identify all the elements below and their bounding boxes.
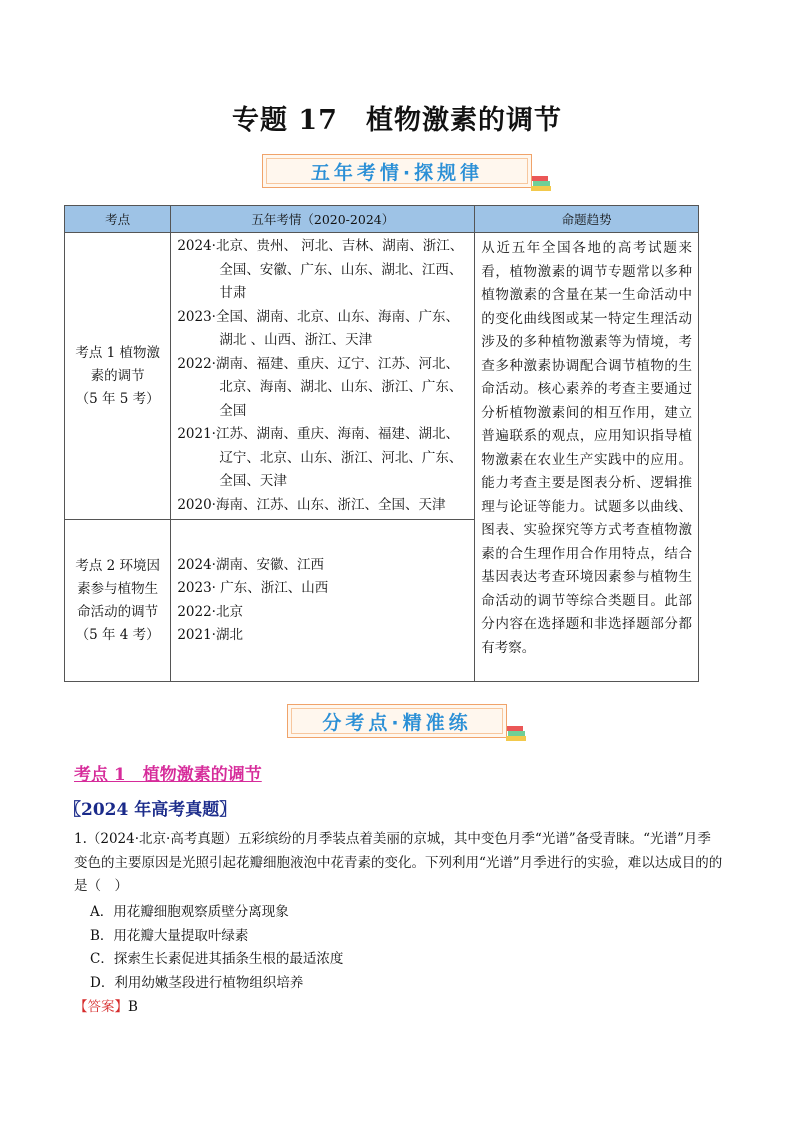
question-stem: 1.（2024·北京·高考真题）五彩缤纷的月季装点着美丽的京城，其中变色月季“光谱”备受青睐。“光谱”月季变色的主要原因是光照引起花瓣细胞液泡中花青素的变化。下列利用“光谱”月季进行的实验，难以达成目的的是（ ） [74, 831, 723, 894]
banner-practice [287, 704, 507, 738]
point-1-line: （5 年 5 考） [75, 390, 160, 407]
option-c: C．探索生长素促进其插条生根的最适浓度 [90, 951, 344, 967]
year-entry: 2023·全国、湖南、北京、山东、海南、广东、湖北 、山西、浙江、天津 [177, 308, 459, 348]
option-d: D．利用幼嫩茎段进行植物组织培养 [90, 975, 304, 991]
point-2-line: 命活动的调节 [77, 603, 159, 620]
point-1-cell [65, 233, 171, 520]
year-entry: 2022·北京 [177, 603, 243, 620]
point-2-line: （5 年 4 考） [75, 626, 160, 643]
point-2-line: 素参与植物生 [77, 580, 159, 597]
header-years: 五年考情（2020-2024） [171, 206, 475, 233]
books-icon [529, 173, 553, 193]
point-1-line: 素的调节 [90, 367, 145, 384]
section-title: 考点 1 植物激素的调节 [74, 765, 262, 785]
answer-line [74, 995, 138, 1015]
banner-text: 五年考情·探规律 [310, 161, 484, 184]
year-entry: 2024·北京、贵州、 河北、吉林、湖南、浙江、全国、安徽、广东、山东、湖北、江西、甘肃 [177, 238, 464, 301]
banner-five-year [262, 154, 532, 188]
books-icon [504, 723, 528, 743]
years-2-cell [171, 520, 475, 682]
exam-trend-table [64, 205, 699, 682]
option-b: B．用花瓣大量提取叶绿素 [90, 928, 249, 944]
year-entry: 2024·湖南、安徽、江西 [177, 556, 324, 573]
option-a: A．用花瓣细胞观察质壁分离现象 [90, 904, 289, 920]
year-entry: 2021·江苏、湖南、重庆、海南、福建、湖北、辽宁、北京、山东、浙江、河北、广东、全国、天津 [177, 426, 463, 489]
year-entry: 2020·海南、江苏、山东、浙江、全国、天津 [177, 496, 446, 513]
answer-label: 【答案】 [74, 999, 128, 1015]
subsection-title: 〖2024 年高考真题〗 [64, 800, 237, 820]
year-entry: 2022·湖南、福建、重庆、辽宁、江苏、河北、北京、海南、湖北、山东、浙江、广东、全国 [177, 355, 463, 419]
header-point: 考点 [65, 206, 171, 233]
answer-value: B [128, 999, 138, 1015]
header-trend: 命题趋势 [475, 206, 699, 233]
banner-text: 分考点·精准练 [322, 711, 472, 734]
year-entry: 2021·湖北 [177, 627, 243, 643]
point-1-line: 考点 1 植物激 [75, 344, 160, 361]
years-1-cell [171, 233, 475, 520]
point-2-cell [65, 520, 171, 682]
point-2-line: 考点 2 环境因 [75, 557, 160, 574]
year-entry: 2023· 广东、浙江、山西 [177, 580, 329, 596]
page-title: 专题 17 植物激素的调节 [232, 105, 562, 136]
trend-cell: 从近五年全国各地的高考试题来看，植物激素的调节专题常以多种植物激素的含量在某一生命活动中的变化曲线图或某一特定生理活动涉及的多种植物激素等为情境，考查多种激素协调配合调节植物的生命活动。核心素养的考查主要通过分析植物激素间的相互作用，建立普遍联系的观点，应用知识指导植物激素在农业生产实践中的应用。能力考查主要是图表分析、逻辑推理与论证等能力。试题多以曲线、图表、实验探究等方式考查植物激素的合生理作用合作用特点，结合基因表达考查环境因素参与植物生命活动的调节等综合类题目。此部分内容在选择题和非选择题部分都有考察。 [475, 233, 699, 682]
